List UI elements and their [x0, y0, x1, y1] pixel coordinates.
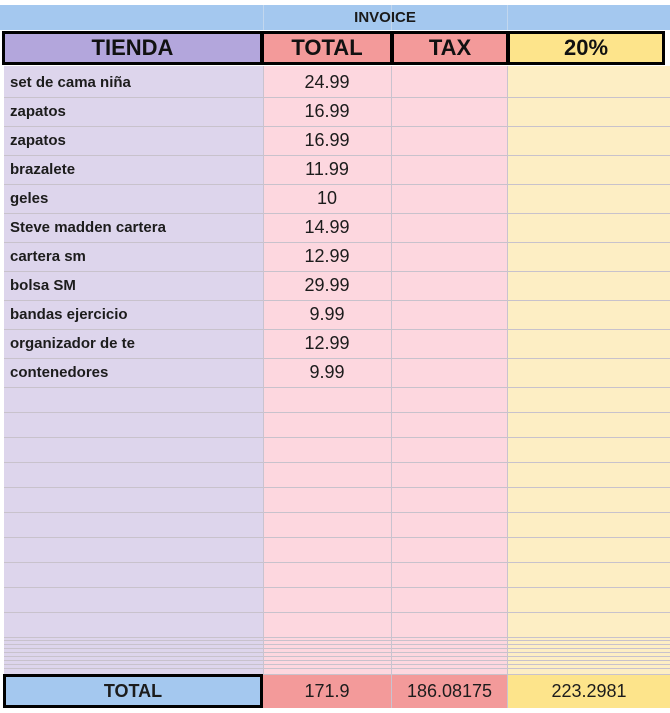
- table-row[interactable]: [4, 185, 670, 214]
- item-total-cell[interactable]: 9.99: [309, 362, 345, 382]
- table-row[interactable]: [4, 272, 670, 301]
- empty-row[interactable]: [4, 513, 670, 538]
- header-percent[interactable]: 20%: [507, 31, 665, 65]
- empty-row[interactable]: [4, 563, 670, 588]
- title-bar: [0, 5, 670, 30]
- header-tienda[interactable]: TIENDA: [2, 31, 263, 65]
- item-total-cell[interactable]: 12.99: [304, 333, 350, 353]
- footer-percent-value[interactable]: 223.2981: [507, 674, 670, 708]
- empty-row[interactable]: [4, 413, 670, 438]
- empty-row[interactable]: [4, 388, 670, 413]
- item-name-cell[interactable]: brazalete: [10, 161, 76, 178]
- empty-row[interactable]: [4, 488, 670, 513]
- item-total-cell[interactable]: 29.99: [304, 275, 350, 295]
- item-total-cell[interactable]: 14.99: [304, 217, 350, 237]
- footer-total-value[interactable]: 171.9: [263, 674, 391, 708]
- table-row[interactable]: [4, 301, 670, 330]
- item-total-cell[interactable]: 24.99: [304, 72, 350, 92]
- item-name-cell[interactable]: set de cama niña: [10, 74, 131, 91]
- empty-row[interactable]: [4, 588, 670, 613]
- empty-row[interactable]: [4, 438, 670, 463]
- empty-row[interactable]: [4, 613, 670, 638]
- invoice-title[interactable]: INVOICE: [354, 9, 416, 26]
- item-name-cell[interactable]: zapatos: [10, 103, 66, 120]
- item-name-cell[interactable]: bolsa SM: [10, 277, 76, 294]
- item-total-cell[interactable]: 10: [316, 188, 338, 208]
- empty-row[interactable]: [4, 538, 670, 563]
- table-row[interactable]: [4, 214, 670, 243]
- item-name-cell[interactable]: organizador de te: [10, 335, 136, 352]
- header-total[interactable]: TOTAL: [261, 31, 393, 65]
- item-total-cell[interactable]: 9.99: [309, 304, 345, 324]
- footer-total-label[interactable]: TOTAL: [3, 674, 263, 708]
- item-total-cell[interactable]: 12.99: [304, 246, 350, 266]
- item-name-cell[interactable]: zapatos: [10, 132, 66, 149]
- item-name-cell[interactable]: Steve madden cartera: [10, 219, 166, 236]
- item-total-cell[interactable]: 16.99: [304, 101, 350, 121]
- item-total-cell[interactable]: 11.99: [305, 159, 349, 179]
- table-row[interactable]: [4, 330, 670, 359]
- table-row[interactable]: [4, 359, 670, 388]
- footer-tax-value[interactable]: 186.08175: [391, 674, 507, 708]
- item-name-cell[interactable]: contenedores: [10, 364, 109, 381]
- table-row[interactable]: [4, 127, 670, 156]
- empty-row[interactable]: [4, 463, 670, 488]
- item-total-cell[interactable]: 16.99: [304, 130, 350, 150]
- header-tax[interactable]: TAX: [391, 31, 509, 65]
- item-name-cell[interactable]: cartera sm: [10, 248, 86, 265]
- item-name-cell[interactable]: bandas ejercicio: [10, 306, 128, 323]
- table-row[interactable]: [4, 98, 670, 127]
- table-row[interactable]: [4, 69, 670, 98]
- table-row[interactable]: [4, 156, 670, 185]
- item-name-cell[interactable]: geles: [10, 190, 49, 207]
- table-row[interactable]: [4, 243, 670, 272]
